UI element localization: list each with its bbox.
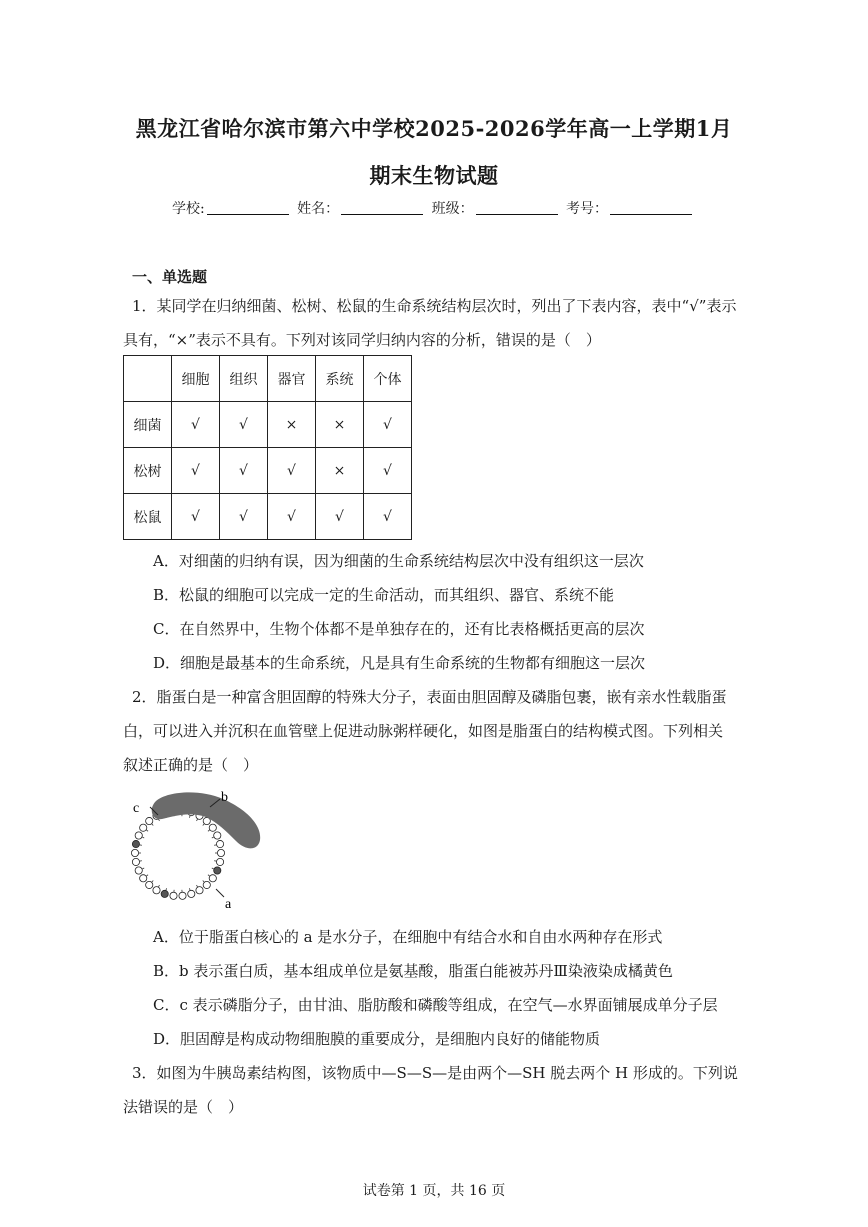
table-header-cell: 器官 <box>268 356 316 402</box>
table-cell: √ <box>172 494 220 540</box>
phospholipid-tail <box>203 880 204 881</box>
student-info-row <box>0 198 868 218</box>
phospholipid-head <box>146 881 153 888</box>
q2-option-c[interactable]: C．c 表示磷脂分子，由甘油、脂肪酸和磷酸等组成，在空气—水界面铺展成单分子层 <box>153 996 718 1014</box>
table-header-row <box>124 356 412 402</box>
phospholipid-head <box>161 890 168 897</box>
exam-number-label: 考号： <box>566 201 609 217</box>
table-row <box>124 494 412 540</box>
table-row <box>124 448 412 494</box>
school-label: 学校: <box>171 201 205 217</box>
phospholipid-tail <box>212 837 214 838</box>
phospholipid-tail <box>152 824 153 825</box>
table-cell: √ <box>172 402 220 448</box>
q1-option-c[interactable]: C．在自然界中，生物个体都不是单独存在的，还有比表格概括更高的层次 <box>153 620 645 638</box>
label-b: b <box>221 790 228 805</box>
q2-stem-line3: 叙述正确的是（ ） <box>123 756 259 774</box>
phospholipid-head <box>217 849 224 856</box>
name-label: 姓名： <box>297 201 340 217</box>
table-cell: √ <box>172 448 220 494</box>
phospholipid-head <box>140 824 147 831</box>
label-c: c <box>133 801 140 816</box>
phospholipid-tail <box>159 819 160 821</box>
q1-option-d[interactable]: D．细胞是最基本的生命系统，凡是具有生命系统的生物都有细胞这一层次 <box>153 654 646 672</box>
section-heading: 一、单选题 <box>132 268 208 286</box>
school-blank[interactable] <box>207 200 289 215</box>
phospholipid-tail <box>208 875 210 876</box>
table-header-cell: 组织 <box>220 356 268 402</box>
phospholipid-head <box>188 890 195 897</box>
phospholipid-head <box>153 887 160 894</box>
table-header-cell: 细胞 <box>172 356 220 402</box>
class-blank[interactable] <box>476 200 558 215</box>
q2-option-b[interactable]: B．b 表示蛋白质，基本组成单位是氨基酸，脂蛋白能被苏丹Ⅲ染液染成橘黄色 <box>153 962 673 980</box>
class-label: 班级： <box>431 201 474 217</box>
phospholipid-tail <box>208 830 210 831</box>
q2-stem-line2: 白，可以进入并沉积在血管壁上促进动脉粥样硬化，如图是脂蛋白的结构模式图。下列相关 <box>123 722 724 740</box>
table-cell: √ <box>316 494 364 540</box>
table-cell: √ <box>364 448 412 494</box>
phospholipid-tail <box>146 875 148 876</box>
name-blank[interactable] <box>341 200 423 215</box>
q1-stem-line1: 1．某同学在归纳细菌、松树、松鼠的生命系统结构层次时，列出了下表内容，表中“√”表示 <box>132 297 737 315</box>
phospholipid-head <box>132 858 139 865</box>
phospholipid-membrane <box>131 807 224 900</box>
exam-number-blank[interactable] <box>610 200 692 215</box>
page-footer: 试卷第 1 页，共 16 页 <box>362 1183 506 1199</box>
q1-option-b[interactable]: B．松鼠的细胞可以完成一定的生命活动，而其组织、器官、系统不能 <box>153 586 615 604</box>
phospholipid-head <box>214 832 221 839</box>
q1-option-a[interactable]: A．对细菌的归纳有误，因为细菌的生命系统结构层次中没有组织这一层次 <box>153 552 644 570</box>
table-cell: √ <box>364 494 412 540</box>
lipoprotein-diagram <box>128 785 268 910</box>
table-cell: √ <box>220 402 268 448</box>
table-row-label: 松鼠 <box>124 494 172 540</box>
phospholipid-head <box>196 887 203 894</box>
table-header-cell: 个体 <box>364 356 412 402</box>
table-cell: √ <box>364 402 412 448</box>
table-cell: √ <box>268 448 316 494</box>
phospholipid-tail <box>142 837 144 838</box>
table-header-cell: 系统 <box>316 356 364 402</box>
q3-stem-line1: 3．如图为牛胰岛素结构图，该物质中—S—S—是由两个—SH 脱去两个 H 形成的。下列说 <box>132 1064 738 1082</box>
phospholipid-head <box>216 840 223 847</box>
phospholipid-head <box>135 867 142 874</box>
phospholipid-tail <box>203 824 204 825</box>
table-cell: × <box>268 402 316 448</box>
phospholipid-tail <box>197 885 198 887</box>
phospholipid-head <box>216 858 223 865</box>
phospholipid-head <box>132 840 139 847</box>
table-row-label: 松树 <box>124 448 172 494</box>
q2-option-a[interactable]: A．位于脂蛋白核心的 a 是水分子，在细胞中有结合水和自由水两种存在形式 <box>153 928 663 946</box>
phospholipid-head <box>209 824 216 831</box>
q3-stem-line2: 法错误的是（ ） <box>123 1098 244 1116</box>
phospholipid-tail <box>189 888 190 890</box>
phospholipid-head <box>140 875 147 882</box>
exam-title-line1: 黑龙江省哈尔滨市第六中学校2025-2026学年高一上学期1月 <box>135 116 733 141</box>
table-row <box>124 402 412 448</box>
phospholipid-tail <box>166 888 167 890</box>
phospholipid-tail <box>197 819 198 821</box>
phospholipid-tail <box>146 830 148 831</box>
q1-table <box>123 355 412 540</box>
label-a: a <box>225 897 232 910</box>
table-cell: √ <box>220 494 268 540</box>
exam-title-line2: 期末生物试题 <box>369 163 499 188</box>
phospholipid-head <box>203 881 210 888</box>
phospholipid-head <box>146 817 153 824</box>
q2-option-d[interactable]: D．胆固醇是构成动物细胞膜的重要成分，是细胞内良好的储能物质 <box>153 1030 601 1048</box>
label-a-leader <box>216 889 224 897</box>
phospholipid-head <box>214 867 221 874</box>
phospholipid-head <box>135 832 142 839</box>
phospholipid-tail <box>159 885 160 887</box>
table-row-label: 细菌 <box>124 402 172 448</box>
phospholipid-head <box>209 875 216 882</box>
table-cell <box>124 356 172 402</box>
table-cell: × <box>316 448 364 494</box>
phospholipid-head <box>179 892 186 899</box>
q1-stem-line2: 具有，“×”表示不具有。下列对该同学归纳内容的分析，错误的是（ ） <box>123 331 601 349</box>
table-cell: √ <box>268 494 316 540</box>
table-cell: × <box>316 402 364 448</box>
table-cell: √ <box>220 448 268 494</box>
phospholipid-head <box>131 849 138 856</box>
phospholipid-tail <box>212 868 214 869</box>
phospholipid-head <box>170 892 177 899</box>
phospholipid-tail <box>142 868 144 869</box>
phospholipid-tail <box>189 816 190 818</box>
phospholipid-tail <box>152 880 153 881</box>
q2-stem-line1: 2．脂蛋白是一种富含胆固醇的特殊大分子，表面由胆固醇及磷脂包裹，嵌有亲水性载脂蛋 <box>132 688 727 706</box>
